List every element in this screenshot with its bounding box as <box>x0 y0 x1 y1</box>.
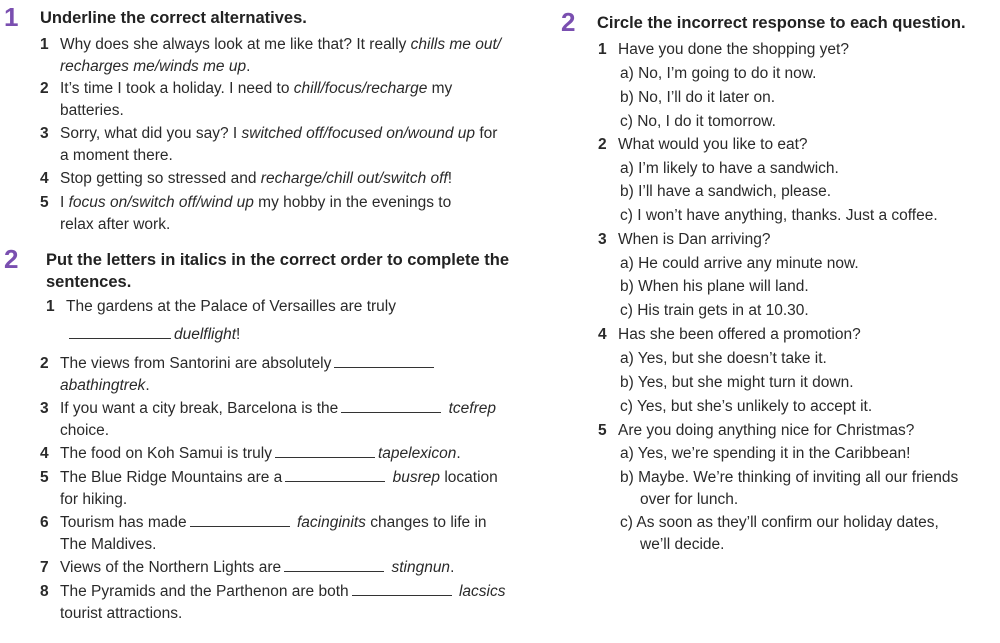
q3-option-a[interactable]: a) He could arrive any minute now. <box>620 255 859 272</box>
q3-option-c[interactable]: c) His train gets in at 10.30. <box>620 302 809 319</box>
q4-option-a[interactable]: a) Yes, but she doesn’t take it. <box>620 350 827 367</box>
q2-option-a[interactable]: a) I’m likely to have a sandwich. <box>620 160 839 177</box>
exercise-2-right-number: 2 <box>561 7 576 37</box>
answer-blank[interactable] <box>190 512 290 527</box>
exercise-2-title: Put the letters in italics in the correct order to complete the sentences. <box>46 251 510 292</box>
ex2-item-5: 5 The Blue Ridge Mountains are a busrep location for hiking. <box>40 469 498 508</box>
exercise-1-title: Underline the correct alternatives. <box>40 9 307 27</box>
question-4: 4 Has she been offered a promotion? <box>598 326 861 343</box>
ex1-item-4: 4 Stop getting so stressed and recharge/chill out/switch off! <box>40 170 453 187</box>
ex2-item-3: 3 If you want a city break, Barcelona is the tcefrep choice. <box>40 400 496 439</box>
ex2-item-7: 7 Views of the Northern Lights are stingnun. <box>40 559 455 576</box>
ex1-item-3: 3 Sorry, what did you say? I switched off/focused on/wound up for a moment there. <box>40 125 498 164</box>
ex2-item-2: 2 The views from Santorini are absolutely abathingtrek. <box>40 353 540 397</box>
q5-option-a[interactable]: a) Yes, we’re spending it in the Caribbean! <box>620 445 911 462</box>
ex1-item-2: 2 It’s time I took a holiday. I need to chill/focus/recharge my batteries. <box>40 80 453 119</box>
ex1-item-5: 5 I focus on/switch off/wind up my hobby in the evenings to relax after work. <box>40 194 452 233</box>
question-3: 3 When is Dan arriving? <box>598 231 771 248</box>
q5-option-b[interactable]: b) Maybe. We’re thinking of inviting all our friends over for lunch. <box>620 469 959 508</box>
ex1-item-1: 1 Why does she always look at me like that? It really chills me out/ recharges me/winds me up. <box>40 36 502 75</box>
q1-option-b[interactable]: b) No, I’ll do it later on. <box>620 89 776 106</box>
q2-option-b[interactable]: b) I’ll have a sandwich, please. <box>620 183 832 200</box>
answer-blank[interactable] <box>334 353 434 368</box>
answer-blank[interactable] <box>275 443 375 458</box>
q2-option-c[interactable]: c) I won’t have anything, thanks. Just a coffee. <box>620 207 938 224</box>
question-2: 2 What would you like to eat? <box>598 136 808 153</box>
q3-option-b[interactable]: b) When his plane will land. <box>620 278 809 295</box>
answer-blank[interactable] <box>352 581 452 596</box>
answer-blank[interactable] <box>285 467 385 482</box>
q4-option-b[interactable]: b) Yes, but she might turn it down. <box>620 374 854 391</box>
exercise-1-number: 1 <box>4 2 19 32</box>
exercise-2-right-title: Circle the incorrect response to each question. <box>597 14 966 32</box>
q1-option-a[interactable]: a) No, I’m going to do it now. <box>620 65 817 82</box>
answer-blank[interactable] <box>284 557 384 572</box>
ex2-item-4: 4 The food on Koh Samui is truly tapelexicon. <box>40 445 461 462</box>
ex2-item-6: 6 Tourism has made facinginits changes to life in The Maldives. <box>40 514 487 553</box>
answer-blank[interactable] <box>69 324 171 339</box>
ex2-item-8: 8 The Pyramids and the Parthenon are both lacsics tourist attractions. <box>40 583 506 622</box>
exercise-2-number: 2 <box>4 244 19 274</box>
answer-blank[interactable] <box>341 398 441 413</box>
q4-option-c[interactable]: c) Yes, but she’s unlikely to accept it. <box>620 398 873 415</box>
ex2-item-1: 1 The gardens at the Palace of Versailles are truly duelflight! <box>46 298 396 343</box>
question-5: 5 Are you doing anything nice for Christmas? <box>598 422 915 439</box>
q5-option-c[interactable]: c) As soon as they’ll confirm our holiday dates, we’ll decide. <box>620 514 939 553</box>
question-1: 1 Have you done the shopping yet? <box>598 41 849 58</box>
q1-option-c[interactable]: c) No, I do it tomorrow. <box>620 113 776 130</box>
